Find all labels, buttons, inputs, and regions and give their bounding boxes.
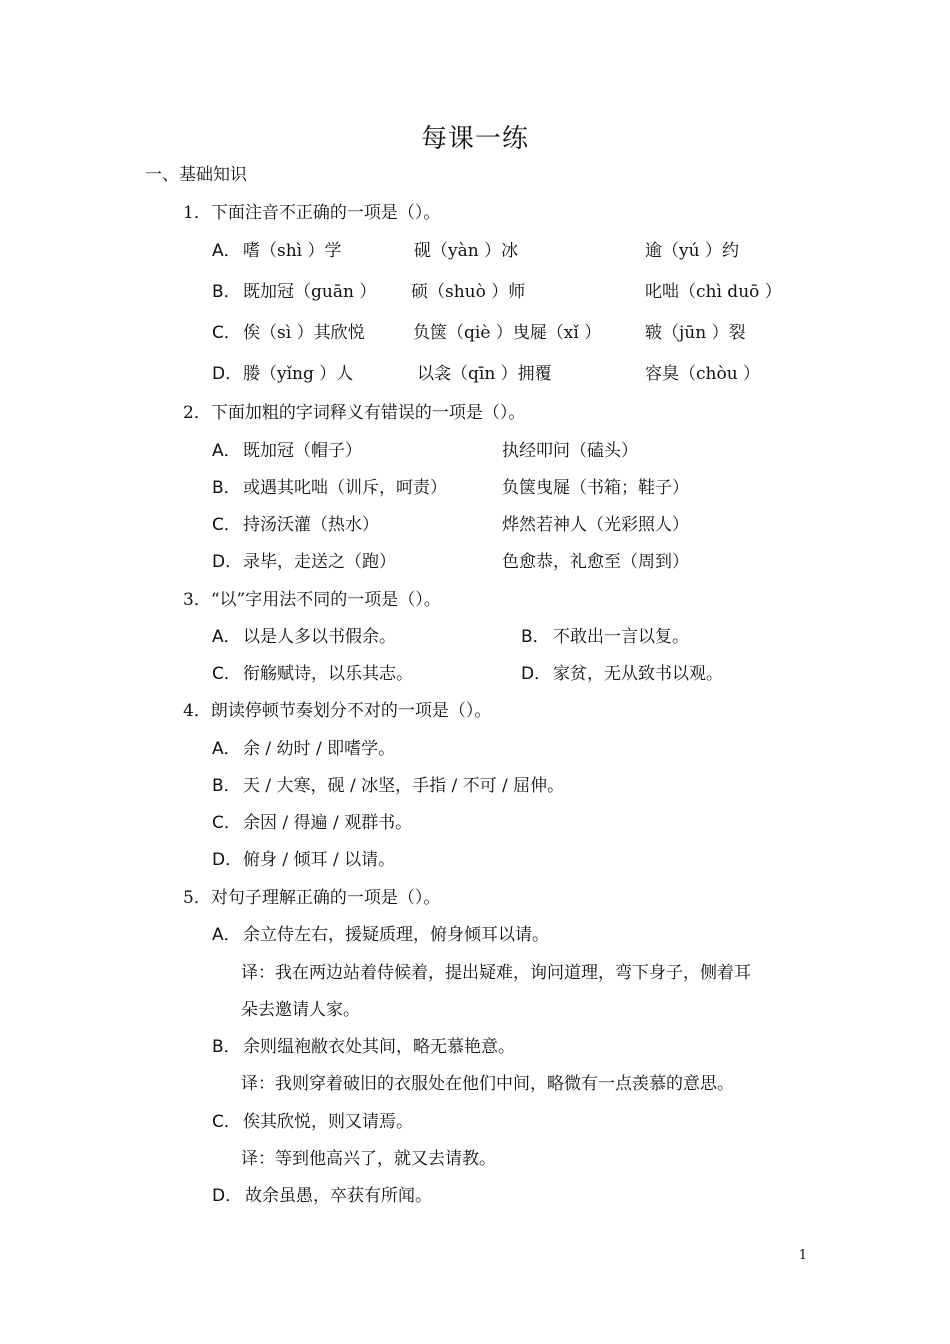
q4-option-d-label: D．: [212, 850, 243, 870]
q2-option-d-item2: 色愈恭，礼愈至（周到）: [502, 552, 689, 572]
q1-option-b-item2: 硕（shuò ）师: [411, 282, 526, 302]
q3-option-c-text: 衔觞赋诗，以乐其志。: [243, 664, 413, 684]
question-2-stem: 2．下面加粗的字词释义有错误的一项是（）。: [183, 403, 526, 423]
q1-option-c-label: C．: [212, 323, 241, 343]
question-5-stem: 5．对句子理解正确的一项是（）。: [183, 888, 441, 908]
q2-option-c-label: C．: [212, 515, 241, 535]
q2-option-a-item2: 执经叩问（磕头）: [502, 441, 638, 461]
q5-option-b-translation: 译：我则穿着破旧的衣服处在他们中间，略微有一点羡慕的意思。: [241, 1074, 734, 1094]
q5-option-a-translation-1: 译：我在两边站着侍候着，提出疑难，询问道理，弯下身子，侧着耳: [241, 963, 751, 983]
q5-option-a-text: 余立侍左右，援疑质理，俯身倾耳以请。: [243, 925, 549, 945]
q1-option-d-item1: 媵（yǐng ）人: [243, 364, 354, 384]
question-1-stem: 1．下面注音不正确的一项是（）。: [183, 203, 441, 223]
q1-option-b-item3: 叱咄（chì duō ）: [645, 282, 782, 302]
q4-option-b-label: B．: [212, 776, 241, 796]
q5-option-a-label: A．: [212, 925, 241, 945]
q4-option-c-label: C．: [212, 813, 241, 833]
q1-option-b-label: B．: [212, 282, 241, 302]
q5-option-d-text: 故余虽愚，卒获有所闻。: [245, 1186, 432, 1206]
q3-option-a-label: A．: [212, 627, 241, 647]
question-3-stem: 3．“以”字用法不同的一项是（）。: [183, 590, 441, 610]
q5-option-d-label: D．: [212, 1186, 243, 1206]
q4-option-a-text: 余 / 幼时 / 即嗜学。: [243, 739, 396, 759]
q5-option-c-text: 俟其欣悦，则又请焉。: [243, 1112, 413, 1132]
q5-option-b-text: 余则缊袍敝衣处其间，略无慕艳意。: [243, 1037, 515, 1057]
q2-option-d-label: D．: [212, 552, 243, 572]
q5-option-c-translation: 译：等到他高兴了，就又去请教。: [241, 1149, 496, 1169]
q2-option-a-item1: 既加冠（帽子）: [243, 441, 362, 461]
page-number: 1: [798, 1248, 807, 1263]
q4-option-a-label: A．: [212, 739, 241, 759]
q2-option-c-item2: 烨然若神人（光彩照人）: [502, 515, 689, 535]
q3-option-c-label: C．: [212, 664, 241, 684]
q4-option-b-text: 天 / 大寒，砚 / 冰坚，手指 / 不可 / 屈伸。: [243, 776, 565, 796]
q1-option-d-label: D．: [212, 364, 243, 384]
q1-option-a-item2: 砚（yàn ）冰: [414, 241, 519, 261]
q1-option-b-item1: 既加冠（guān ）: [243, 282, 377, 302]
page-title: 每课一练: [420, 124, 529, 154]
q2-option-d-item1: 录毕，走送之（跑）: [243, 552, 396, 572]
q2-option-a-label: A．: [212, 441, 241, 461]
q3-option-b-label: B．: [521, 627, 550, 647]
q4-option-c-text: 余因 / 得遍 / 观群书。: [243, 813, 413, 833]
q3-option-a-text: 以是人多以书假余。: [243, 627, 396, 647]
q2-option-b-label: B．: [212, 478, 241, 498]
q3-option-d-label: D．: [521, 664, 552, 684]
q1-option-d-item3: 容臭（chòu ）: [645, 364, 761, 384]
q5-option-c-label: C．: [212, 1112, 241, 1132]
question-4-stem: 4．朗读停顿节奏划分不对的一项是（）。: [183, 701, 492, 721]
q5-option-a-translation-2: 朵去邀请人家。: [241, 1000, 360, 1020]
q2-option-b-item2: 负箧曳屣（书箱；鞋子）: [502, 478, 689, 498]
q2-option-b-item1: 或遇其叱咄（训斥，呵责）: [243, 478, 447, 498]
q4-option-d-text: 俯身 / 倾耳 / 以请。: [243, 850, 396, 870]
q1-option-c-item3: 皲（jūn ）裂: [645, 323, 746, 343]
q5-option-b-label: B．: [212, 1037, 241, 1057]
q1-option-a-item1: 嗜（shì ）学: [243, 241, 342, 261]
q1-option-c-item2: 负箧（qiè ）曳屣（xǐ ）: [413, 323, 602, 343]
section-heading: 一、基础知识: [145, 165, 247, 185]
q1-option-a-label: A．: [212, 241, 241, 261]
q2-option-c-item1: 持汤沃灌（热水）: [243, 515, 379, 535]
q1-option-a-item3: 逾（yú ）约: [645, 241, 739, 261]
q3-option-b-text: 不敢出一言以复。: [553, 627, 689, 647]
q1-option-c-item1: 俟（sì ）其欣悦: [243, 323, 365, 343]
q1-option-d-item2: 以衾（qīn ）拥覆: [417, 364, 552, 384]
q3-option-d-text: 家贫，无从致书以观。: [553, 664, 723, 684]
